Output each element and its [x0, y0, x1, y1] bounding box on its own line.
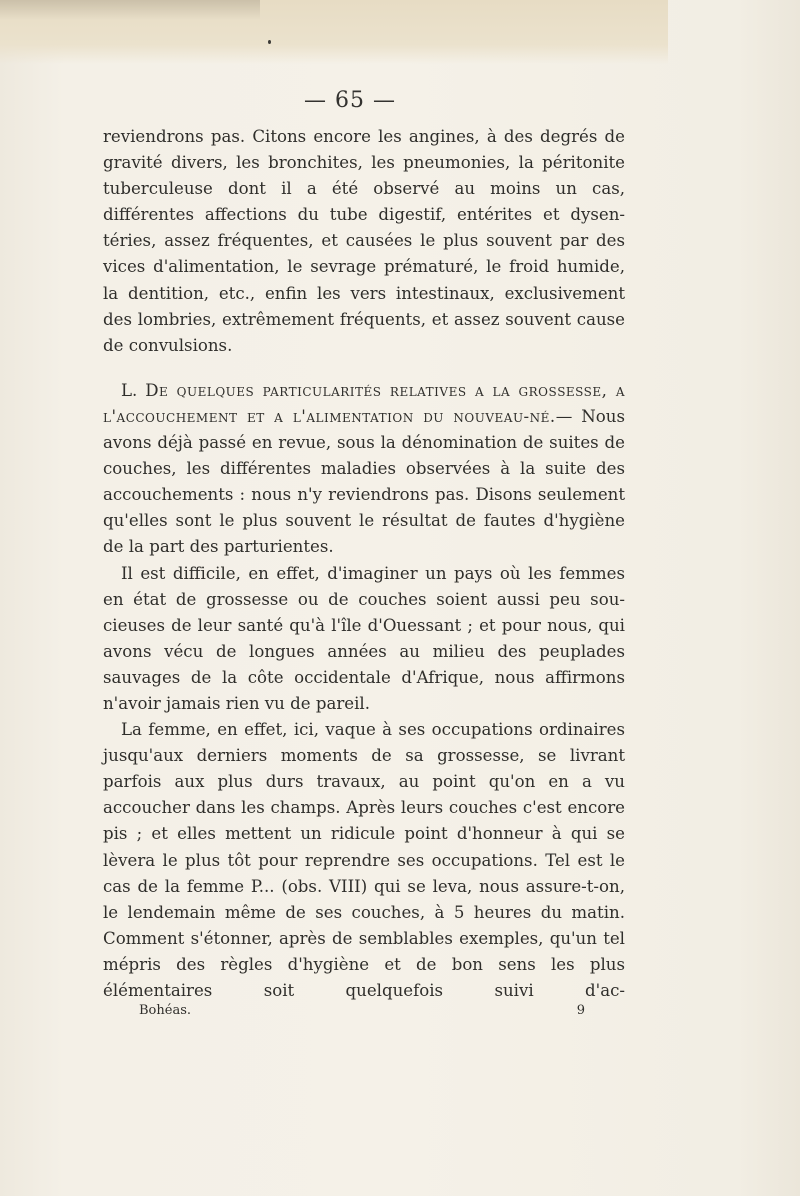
- page-footer: [139, 1003, 585, 1018]
- paragraph-section-l: [103, 378, 625, 561]
- scan-shadow: [0, 0, 260, 20]
- section-heading: De quelques particularités relatives a la grossesse, a l'accouchement et a l'alimentation du nouveau-né.: [103, 380, 625, 426]
- paragraph-femme: La femme, en effet, ici, vaque à ses occupations ordinaires jusqu'aux derniers moments de sa grossesse, se livrant parfois aux plus durs travaux, au point qu'on en a vu accoucher dans les champs. Après leurs couches c'est encore pis ; et elles mettent un ridicule point d'honneur à qui se lèvera le plus tôt pour reprendre ses occupations. Tel est le cas de la femme P... (obs. VIII) qui se leva, nous assure-t-on, le lendemain même de ses couches, à 5 heures du matin. Comment s'étonner, après de semblables exemples, qu'un tel mépris des règles d'hygiène et de bon sens les plus élémentaires soit quelquefois suivi d'ac-: [103, 720, 625, 1000]
- footer-signature: Bohéas.: [139, 1003, 191, 1018]
- paragraph-continuation: reviendrons pas. Citons encore les angines, à des degrés de gravité divers, les bronchites, les pneumonies, la péritonite tuberculeuse dont il a été observé au moins un cas, différentes affections du tube digestif, entérites et dysentéries, assez fréquentes, et causées le plus souvent par des vices d'alimentation, le sevrage prématuré, le froid humide, la dentition, etc., enfin les vers intestinaux, exclusivement des lombries, extrêmement fréquents, et assez souvent cause de convulsions.: [103, 127, 625, 355]
- footer-sheet-number: 9: [576, 1003, 585, 1018]
- page-number: — 65 —: [304, 88, 396, 113]
- paragraph-grossesse: Il est difficile, en effet, d'imaginer un pays où les femmes en état de grossesse ou de couches soient aussi peu soucieuses de leur santé qu'à l'île d'Ouessant ; et pour nous, qui avons vécu de longues années au milieu des peuplades sauvages de la côte occidentale d'Afrique, nous affirmons n'avoir jamais rien vu de pareil.: [103, 563, 625, 713]
- ink-speck: [268, 40, 271, 44]
- body-text: [103, 124, 625, 1004]
- section-body: — Nous avons déjà passé en revue, sous la dénomination de suites de couches, les différentes maladies observées à la suite des accouchements : nous n'y reviendrons pas. Disons seulement qu'elles sont le plus souvent le résultat de fautes d'hygiène de la part des parturientes.: [103, 406, 625, 557]
- section-letter: L.: [121, 380, 138, 400]
